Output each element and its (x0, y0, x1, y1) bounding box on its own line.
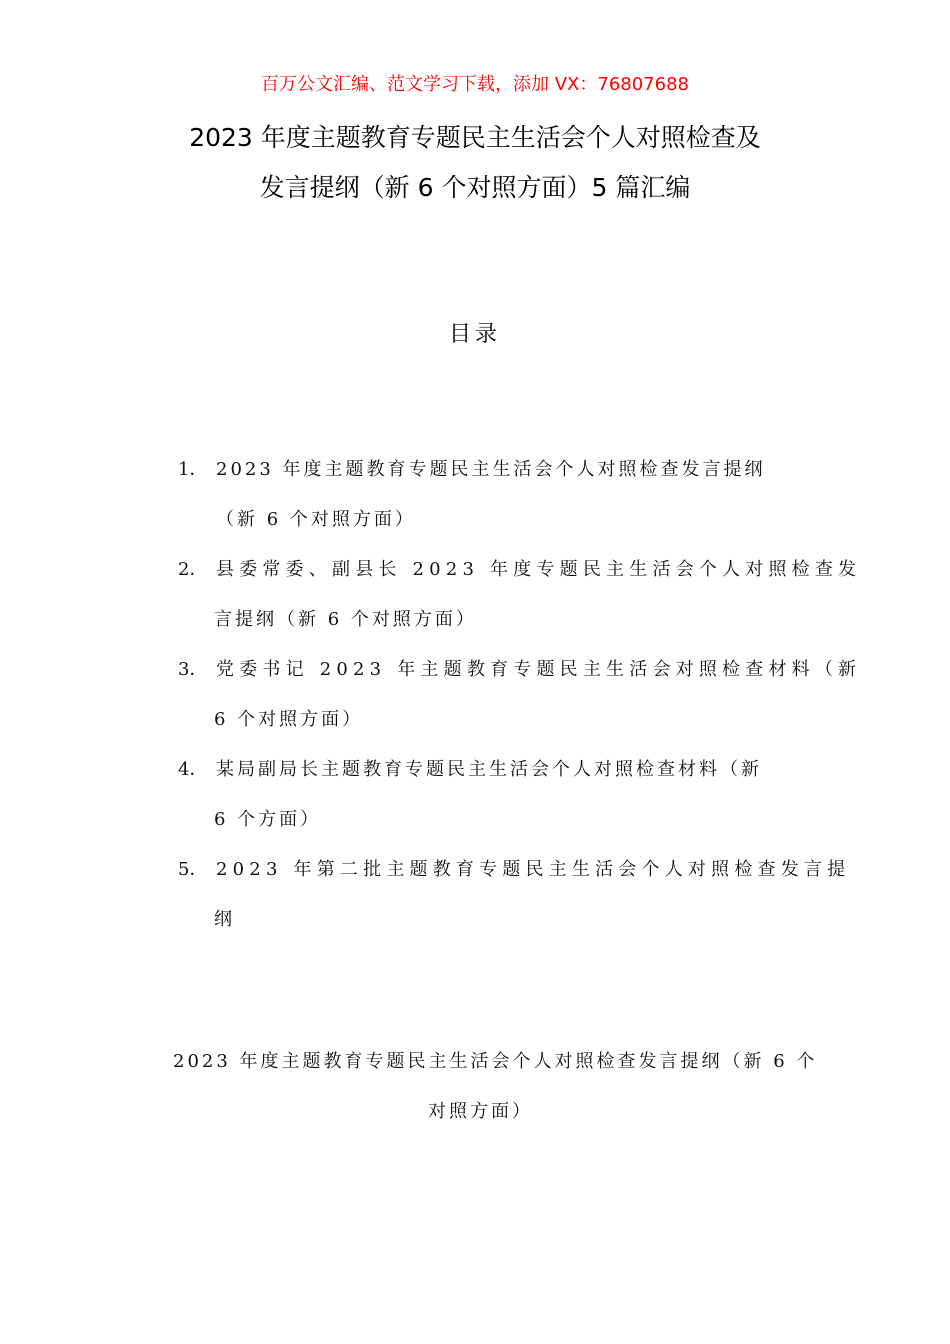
toc-item-text: 2023 年度主题教育专题民主生活会个人对照检查发言提纲 (216, 459, 766, 480)
toc-item-text: 党委书记 2023 年主题教育专题民主生活会对照检查材料（新 (216, 659, 862, 680)
toc-item-5 (178, 855, 850, 881)
toc-heading: 目录 (448, 322, 501, 347)
toc-item-number: 3． (178, 659, 208, 680)
toc-item-number: 5． (178, 859, 208, 880)
toc-item-2 (178, 555, 861, 581)
toc-item-number: 4． (178, 759, 208, 780)
toc-item-number: 1． (178, 459, 208, 480)
toc-item-4-continuation: 6 个方面） (214, 809, 322, 830)
toc-item-number: 2． (178, 559, 208, 580)
promo-banner: 百万公文汇编、范文学习下载，添加 VX：76807688 (261, 74, 689, 95)
toc-item-text: 2023 年第二批主题教育专题民主生活会个人对照检查发言提 (216, 859, 851, 880)
toc-item-3 (178, 655, 861, 681)
toc-item-3-continuation: 6 个对照方面） (214, 709, 364, 730)
document-title-line-1: 2023 年度主题教育专题民主生活会个人对照检查及 (189, 123, 761, 152)
section-title-line-1: 2023 年度主题教育专题民主生活会个人对照检查发言提纲（新 6 个 (173, 1051, 818, 1072)
section-title-line-2: 对照方面） (428, 1101, 533, 1122)
toc-item-text: 某局副局长主题教育专题民主生活会个人对照检查材料（新 (216, 759, 762, 780)
toc-item-1-continuation: （新 6 个对照方面） (216, 509, 416, 530)
toc-item-2-continuation: 言提纲（新 6 个对照方面） (214, 609, 477, 630)
toc-item-5-continuation: 纲 (214, 909, 232, 930)
toc-item-4 (178, 755, 762, 781)
toc-item-1 (178, 455, 766, 481)
toc-item-text: 县委常委、副县长 2023 年度专题民主生活会个人对照检查发 (216, 559, 862, 580)
document-title-line-2: 发言提纲（新 6 个对照方面）5 篇汇编 (259, 173, 691, 202)
